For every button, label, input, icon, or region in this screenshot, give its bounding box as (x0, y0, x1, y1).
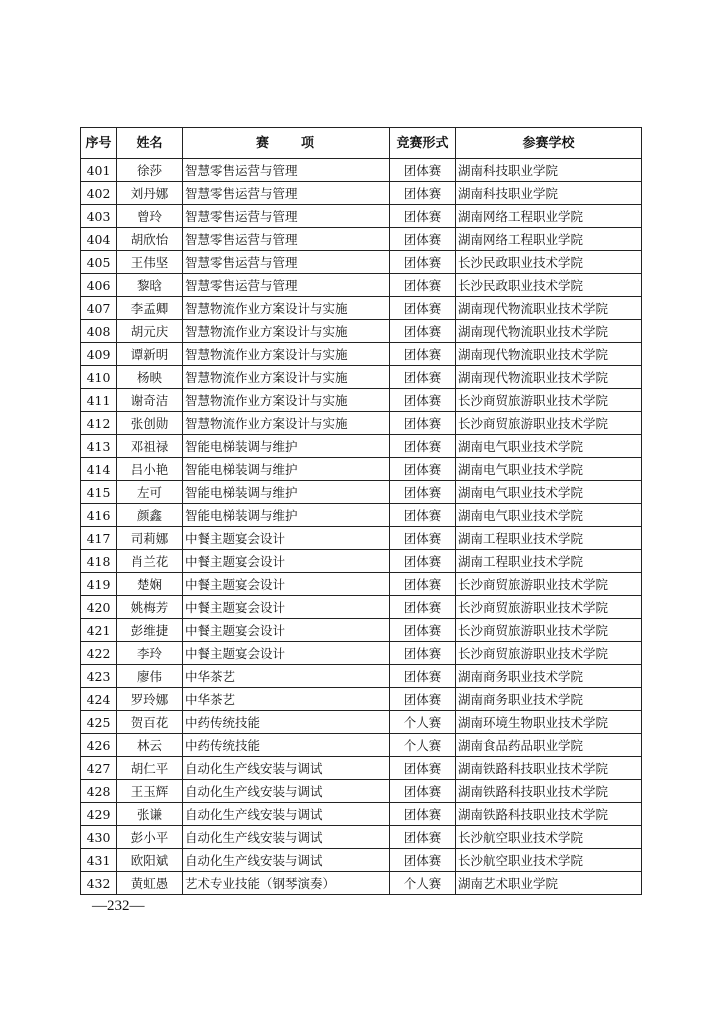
table-row (81, 458, 642, 481)
cell-event: 中餐主题宴会设计 (183, 527, 390, 550)
cell-name: 邓祖禄 (117, 435, 183, 458)
participant-table-container (80, 127, 641, 895)
cell-event: 艺术专业技能（钢琴演奏） (183, 872, 390, 895)
table-row (81, 159, 642, 182)
cell-format: 团体赛 (390, 665, 456, 688)
cell-event: 智能电梯装调与维护 (183, 504, 390, 527)
cell-format: 团体赛 (390, 412, 456, 435)
cell-name: 楚娴 (117, 573, 183, 596)
cell-event: 智慧零售运营与管理 (183, 182, 390, 205)
cell-school: 湖南电气职业技术学院 (456, 481, 642, 504)
cell-format: 团体赛 (390, 435, 456, 458)
cell-format: 团体赛 (390, 573, 456, 596)
table-row (81, 849, 642, 872)
cell-event: 自动化生产线安装与调试 (183, 849, 390, 872)
cell-index: 412 (81, 412, 117, 435)
cell-name: 张创勋 (117, 412, 183, 435)
cell-school: 长沙民政职业技术学院 (456, 251, 642, 274)
cell-format: 团体赛 (390, 182, 456, 205)
table-row (81, 251, 642, 274)
cell-format: 团体赛 (390, 550, 456, 573)
cell-format: 团体赛 (390, 803, 456, 826)
cell-index: 409 (81, 343, 117, 366)
header-index: 序号 (81, 128, 117, 159)
cell-school: 湖南电气职业技术学院 (456, 458, 642, 481)
cell-format: 团体赛 (390, 458, 456, 481)
table-row (81, 826, 642, 849)
cell-event: 智慧零售运营与管理 (183, 251, 390, 274)
cell-format: 团体赛 (390, 251, 456, 274)
cell-name: 廖伟 (117, 665, 183, 688)
cell-format: 团体赛 (390, 780, 456, 803)
cell-event: 智慧物流作业方案设计与实施 (183, 412, 390, 435)
cell-name: 王玉辉 (117, 780, 183, 803)
cell-event: 智慧物流作业方案设计与实施 (183, 320, 390, 343)
cell-format: 团体赛 (390, 527, 456, 550)
cell-format: 团体赛 (390, 228, 456, 251)
cell-format: 个人赛 (390, 872, 456, 895)
cell-name: 刘丹娜 (117, 182, 183, 205)
cell-school: 长沙航空职业技术学院 (456, 826, 642, 849)
cell-name: 胡欣怡 (117, 228, 183, 251)
cell-format: 团体赛 (390, 343, 456, 366)
cell-school: 长沙商贸旅游职业技术学院 (456, 596, 642, 619)
cell-event: 智慧物流作业方案设计与实施 (183, 366, 390, 389)
cell-index: 405 (81, 251, 117, 274)
header-school: 参赛学校 (456, 128, 642, 159)
cell-school: 湖南现代物流职业技术学院 (456, 343, 642, 366)
table-row (81, 182, 642, 205)
cell-format: 团体赛 (390, 849, 456, 872)
cell-name: 颜鑫 (117, 504, 183, 527)
cell-index: 404 (81, 228, 117, 251)
cell-name: 吕小艳 (117, 458, 183, 481)
table-row (81, 757, 642, 780)
cell-event: 智慧物流作业方案设计与实施 (183, 297, 390, 320)
cell-event: 自动化生产线安装与调试 (183, 757, 390, 780)
cell-event: 中华茶艺 (183, 688, 390, 711)
cell-format: 团体赛 (390, 481, 456, 504)
cell-name: 林云 (117, 734, 183, 757)
cell-school: 长沙商贸旅游职业技术学院 (456, 619, 642, 642)
cell-index: 430 (81, 826, 117, 849)
cell-index: 428 (81, 780, 117, 803)
cell-event: 智慧零售运营与管理 (183, 274, 390, 297)
cell-school: 长沙商贸旅游职业技术学院 (456, 573, 642, 596)
table-row (81, 596, 642, 619)
cell-event: 自动化生产线安装与调试 (183, 803, 390, 826)
table-row (81, 205, 642, 228)
cell-index: 402 (81, 182, 117, 205)
cell-index: 417 (81, 527, 117, 550)
cell-index: 411 (81, 389, 117, 412)
table-row (81, 504, 642, 527)
cell-name: 黄虹愚 (117, 872, 183, 895)
header-event: 赛 项 (183, 128, 390, 159)
cell-event: 智慧零售运营与管理 (183, 159, 390, 182)
cell-index: 407 (81, 297, 117, 320)
cell-index: 420 (81, 596, 117, 619)
cell-name: 欧阳斌 (117, 849, 183, 872)
table-row (81, 711, 642, 734)
cell-format: 团体赛 (390, 274, 456, 297)
cell-name: 胡仁平 (117, 757, 183, 780)
cell-school: 长沙民政职业技术学院 (456, 274, 642, 297)
cell-name: 彭小平 (117, 826, 183, 849)
cell-event: 智慧零售运营与管理 (183, 228, 390, 251)
cell-event: 智慧物流作业方案设计与实施 (183, 389, 390, 412)
cell-event: 中药传统技能 (183, 711, 390, 734)
cell-school: 湖南现代物流职业技术学院 (456, 297, 642, 320)
participant-table (80, 127, 642, 895)
cell-name: 左可 (117, 481, 183, 504)
cell-school: 湖南科技职业学院 (456, 159, 642, 182)
cell-name: 贺百花 (117, 711, 183, 734)
cell-event: 自动化生产线安装与调试 (183, 780, 390, 803)
table-row (81, 688, 642, 711)
cell-name: 司莉娜 (117, 527, 183, 550)
cell-event: 智能电梯装调与维护 (183, 435, 390, 458)
cell-event: 智慧零售运营与管理 (183, 205, 390, 228)
table-body (81, 159, 642, 895)
table-row (81, 228, 642, 251)
cell-name: 王伟坚 (117, 251, 183, 274)
cell-format: 团体赛 (390, 205, 456, 228)
cell-name: 黎晗 (117, 274, 183, 297)
cell-name: 姚梅芳 (117, 596, 183, 619)
cell-school: 湖南食品药品职业学院 (456, 734, 642, 757)
cell-name: 谢奇洁 (117, 389, 183, 412)
cell-school: 湖南网络工程职业学院 (456, 205, 642, 228)
table-row (81, 435, 642, 458)
cell-index: 427 (81, 757, 117, 780)
cell-name: 肖兰花 (117, 550, 183, 573)
cell-school: 湖南工程职业技术学院 (456, 550, 642, 573)
cell-format: 团体赛 (390, 159, 456, 182)
table-row (81, 619, 642, 642)
table-row (81, 734, 642, 757)
cell-school: 湖南现代物流职业技术学院 (456, 320, 642, 343)
cell-format: 团体赛 (390, 757, 456, 780)
cell-index: 415 (81, 481, 117, 504)
cell-event: 中药传统技能 (183, 734, 390, 757)
page-number: —232— (92, 898, 145, 914)
cell-name: 彭维捷 (117, 619, 183, 642)
cell-index: 401 (81, 159, 117, 182)
table-row (81, 366, 642, 389)
cell-school: 长沙商贸旅游职业技术学院 (456, 412, 642, 435)
cell-event: 中餐主题宴会设计 (183, 573, 390, 596)
cell-index: 408 (81, 320, 117, 343)
cell-school: 湖南商务职业技术学院 (456, 665, 642, 688)
header-format: 竞赛形式 (390, 128, 456, 159)
table-row (81, 389, 642, 412)
cell-name: 杨映 (117, 366, 183, 389)
cell-format: 个人赛 (390, 711, 456, 734)
cell-event: 智能电梯装调与维护 (183, 481, 390, 504)
cell-index: 432 (81, 872, 117, 895)
cell-index: 421 (81, 619, 117, 642)
cell-format: 团体赛 (390, 366, 456, 389)
cell-index: 423 (81, 665, 117, 688)
table-row (81, 642, 642, 665)
cell-index: 413 (81, 435, 117, 458)
cell-format: 团体赛 (390, 688, 456, 711)
cell-format: 团体赛 (390, 826, 456, 849)
cell-school: 长沙商贸旅游职业技术学院 (456, 642, 642, 665)
cell-school: 湖南工程职业技术学院 (456, 527, 642, 550)
table-row (81, 550, 642, 573)
cell-index: 410 (81, 366, 117, 389)
cell-format: 团体赛 (390, 596, 456, 619)
cell-format: 团体赛 (390, 504, 456, 527)
cell-index: 414 (81, 458, 117, 481)
table-row (81, 527, 642, 550)
cell-index: 422 (81, 642, 117, 665)
cell-index: 429 (81, 803, 117, 826)
cell-name: 李孟卿 (117, 297, 183, 320)
cell-index: 416 (81, 504, 117, 527)
cell-format: 团体赛 (390, 389, 456, 412)
cell-index: 403 (81, 205, 117, 228)
cell-index: 426 (81, 734, 117, 757)
cell-index: 406 (81, 274, 117, 297)
cell-name: 徐莎 (117, 159, 183, 182)
cell-event: 中餐主题宴会设计 (183, 619, 390, 642)
table-header-row (81, 128, 642, 159)
cell-index: 424 (81, 688, 117, 711)
cell-index: 425 (81, 711, 117, 734)
header-name: 姓名 (117, 128, 183, 159)
cell-school: 湖南科技职业学院 (456, 182, 642, 205)
table-row (81, 872, 642, 895)
cell-event: 自动化生产线安装与调试 (183, 826, 390, 849)
cell-name: 罗玲娜 (117, 688, 183, 711)
cell-school: 长沙航空职业技术学院 (456, 849, 642, 872)
cell-index: 418 (81, 550, 117, 573)
cell-index: 419 (81, 573, 117, 596)
cell-event: 中餐主题宴会设计 (183, 642, 390, 665)
cell-event: 中华茶艺 (183, 665, 390, 688)
table-row (81, 343, 642, 366)
table-row (81, 780, 642, 803)
table-row (81, 297, 642, 320)
cell-format: 团体赛 (390, 642, 456, 665)
cell-school: 湖南艺术职业学院 (456, 872, 642, 895)
cell-school: 湖南环境生物职业技术学院 (456, 711, 642, 734)
table-row (81, 320, 642, 343)
cell-format: 团体赛 (390, 320, 456, 343)
cell-school: 湖南网络工程职业学院 (456, 228, 642, 251)
cell-event: 中餐主题宴会设计 (183, 550, 390, 573)
cell-index: 431 (81, 849, 117, 872)
cell-name: 谭新明 (117, 343, 183, 366)
cell-school: 湖南现代物流职业技术学院 (456, 366, 642, 389)
table-row (81, 665, 642, 688)
cell-name: 李玲 (117, 642, 183, 665)
cell-school: 湖南电气职业技术学院 (456, 435, 642, 458)
table-row (81, 412, 642, 435)
cell-event: 中餐主题宴会设计 (183, 596, 390, 619)
cell-school: 湖南铁路科技职业技术学院 (456, 757, 642, 780)
cell-school: 湖南商务职业技术学院 (456, 688, 642, 711)
table-row (81, 803, 642, 826)
table-row (81, 481, 642, 504)
cell-school: 湖南电气职业技术学院 (456, 504, 642, 527)
cell-school: 湖南铁路科技职业技术学院 (456, 780, 642, 803)
cell-name: 曾玲 (117, 205, 183, 228)
cell-school: 长沙商贸旅游职业技术学院 (456, 389, 642, 412)
cell-name: 胡元庆 (117, 320, 183, 343)
cell-event: 智慧物流作业方案设计与实施 (183, 343, 390, 366)
cell-name: 张谦 (117, 803, 183, 826)
table-row (81, 573, 642, 596)
table-row (81, 274, 642, 297)
cell-event: 智能电梯装调与维护 (183, 458, 390, 481)
cell-format: 个人赛 (390, 734, 456, 757)
cell-format: 团体赛 (390, 297, 456, 320)
cell-school: 湖南铁路科技职业技术学院 (456, 803, 642, 826)
cell-format: 团体赛 (390, 619, 456, 642)
